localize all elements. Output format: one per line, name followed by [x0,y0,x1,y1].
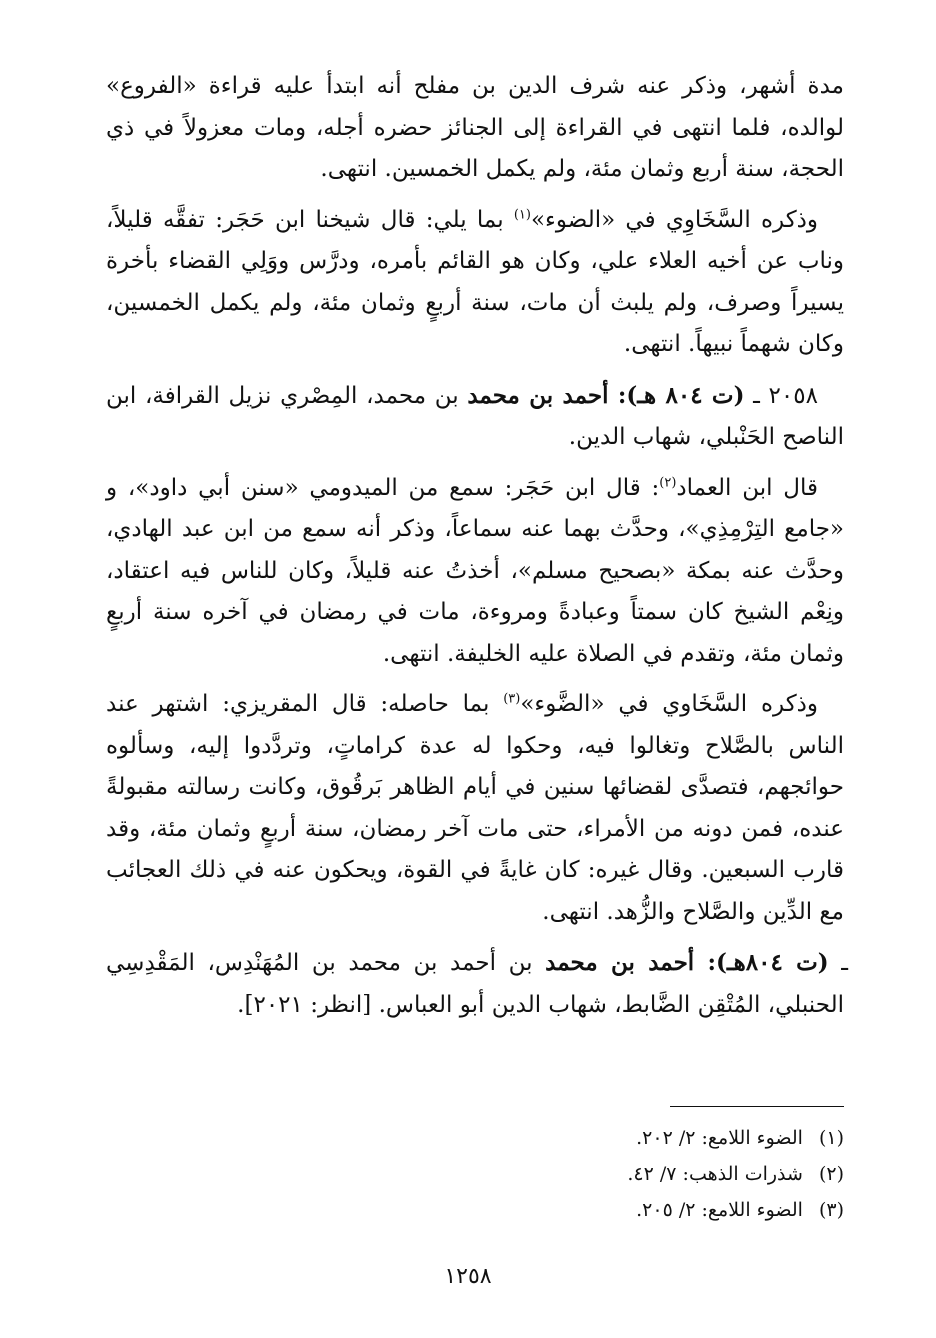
footnote-number: (٣) [818,1199,844,1221]
footnote-2 [106,1156,844,1192]
entry-heading-unnumbered [106,942,848,1026]
footnote-text: شذرات الذهب: ٧/ ٤٢. [627,1163,803,1185]
paragraph-text: مدة أشهر، وذكر عنه شرف الدين بن مفلح أنه ابتدأ عليه قراءة «الفروع» لوالده، فلما انتهى في القراءة إلى الجنائز حضره أجله، ومات معزولاً في ذي الحجة، سنة أربع وثمان مئة، ولم يكمل الخمسين. انتهى. [106,73,844,182]
paragraph-text: وذكره السَّخَاوِي في «الضوء» [530,206,818,233]
entry-description: بن محمد، المِصْري نزيل القرافة، ابن الناصح الحَنْبلي، شهاب الدين. [106,382,844,450]
main-text [106,66,848,1035]
footnote-number: (١) [818,1127,844,1149]
paragraph-continuation [106,66,844,191]
entry-name: (ت ٨٠٤ هـ): أحمد بن محمد [467,381,745,409]
footnote-ref-3: (٣) [503,691,521,707]
footnote-number: (٢) [818,1163,844,1185]
footnote-1 [106,1120,844,1156]
footnote-text: الضوء اللامع: ٢/ ٢٠٢. [636,1127,803,1149]
paragraph-text: وذكره السَّخَاوي في «الضَّوء» [520,691,819,717]
paragraph-text: بما يلي: قال شيخنا ابن حَجَر: تفقَّه قليلاً، وناب عن أخيه العلاء علي، وكان هو القائم بأمره، ودرَّس ووَلِي القضاء بأخرة يسيراً وصرف، ولم يلبث أن مات، سنة أربعٍ وثمان مئة، ولم يكمل الخمسين، وكان شهماً نبيهاً. انتهى. [106,206,844,357]
paragraph-sakhawi-2 [106,684,844,933]
paragraph-text: : قال ابن حَجَر: سمع من الميدومي «سنن أبي داود»، و «جامع التِرْمِذِي»، وحدَّث بهما عنه سماعاً، وذكر أنه سمع من ابن عبد الهادي، وحدَّث عنه بمكة «بصحيح مسلم»، أخذتُ عنه قليلاً، وكان للناس فيه اعتقاد، ونِعْم الشيخ كان سمتاً وعبادةً ومروءة، مات في رمضان في آخره سنة أربعٍ وثمان مئة، وتقدم في الصلاة عليه الخليفة. انتهى. [106,474,844,667]
footnote-ref-1: (١) [513,206,531,222]
entry-heading-2058 [106,375,844,459]
footnote-text: الضوء اللامع: ٢/ ٢٠٥. [636,1199,803,1221]
footnote-3 [106,1192,844,1228]
entry-description: بن أحمد بن محمد بن المُهَنْدِس، المَقْدِسِي الحنبلي، المُتْقِن الضَّابط، شهاب الدين أبو العباس. [انظر: ٢٠٢١]. [106,950,844,1018]
entry-number: ٢٠٥٨ ـ [744,382,818,409]
footnote-separator [670,1106,844,1107]
footnotes [106,1120,844,1228]
page-number: ١٢٥٨ [444,1264,492,1289]
paragraph-text: قال ابن العماد [676,474,818,501]
entry-dash: ـ [828,950,848,976]
paragraph-sakhawi-1 [106,200,844,366]
footnote-ref-2: (٢) [659,474,677,490]
entry-name: (ت ٨٠٤هـ): أحمد بن محمد [545,949,829,976]
paragraph-ibn-al-imad [106,468,844,676]
paragraph-text: بما حاصله: قال المقريزي: اشتهر عند الناس بالصَّلاح وتغالوا فيه، وحكوا له عدة كراماتٍ، وتردَّدوا إليه، وسألوه حوائجهم، فتصدَّى لقضائها سنين في أيام الظاهر بَرقُوق، وكانت رسالته مقبولةً عنده، فمن دونه من الأمراء، حتى مات آخر رمضان، سنة أربعٍ وثمان مئة، وقد قارب السبعين. وقال غيره: كان غايةً في القوة، ويحكون عنه في ذلك العجائب مع الدِّين والصَّلاح والزُّهد. انتهى. [106,691,844,925]
